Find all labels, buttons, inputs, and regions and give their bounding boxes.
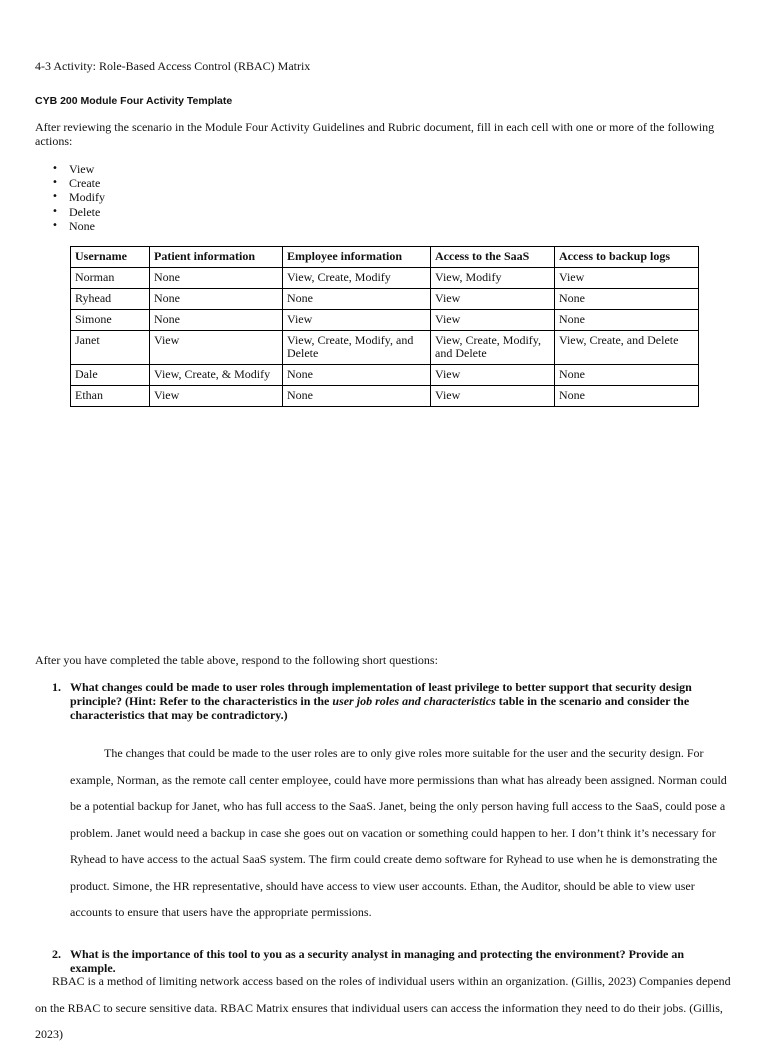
table-row: [71, 289, 699, 310]
table-cell: View: [431, 289, 555, 310]
table-cell: None: [283, 386, 431, 407]
table-cell: None: [283, 289, 431, 310]
column-header-employee-information: Employee information: [283, 247, 431, 268]
table-row: [71, 386, 699, 407]
table-cell: View: [283, 310, 431, 331]
table-cell: View: [150, 386, 283, 407]
list-item: • View: [52, 162, 105, 176]
table-cell: Ryhead: [71, 289, 150, 310]
table-cell: View: [431, 365, 555, 386]
template-heading: CYB 200 Module Four Activity Template: [35, 95, 233, 107]
intro-paragraph: After reviewing the scenario in the Module Four Activity Guidelines and Rubric document, fill in each cell with one or more of the following actions:: [35, 120, 715, 148]
table-cell: View, Create, and Delete: [555, 331, 699, 365]
table-cell: View, Create, Modify, and Delete: [283, 331, 431, 365]
table-cell: None: [555, 386, 699, 407]
table-cell: None: [150, 310, 283, 331]
list-item: • None: [52, 219, 105, 233]
answer-1-paragraph: The changes that could be made to the user roles are to only give roles more suitable for the user and the security design. For example, Norman, as the remote call center employee, could have more permissions than what has already been assigned. Norman could be a potential backup for Janet, who has full access to the SaaS. Janet, being the only person having full access to the SaaS, could pose a problem. Janet would need a backup in case she goes out on vacation or something could happen to her. I don’t think it’s necessary for Ryhead to have access to the actual SaaS system. The firm could create demo software for Ryhead to use when he is demonstrating the product. Simone, the HR representative, should have access to view user accounts. Ethan, the Auditor, should be able to view user accounts to ensure that users have the appropriate permissions.: [70, 746, 727, 919]
column-header-backup-logs: Access to backup logs: [555, 247, 699, 268]
list-item: • Delete: [52, 205, 105, 219]
table-cell: View: [150, 331, 283, 365]
table-header-row: [71, 247, 699, 268]
column-header-patient-information: Patient information: [150, 247, 283, 268]
table-cell: None: [555, 365, 699, 386]
list-item: • Modify: [52, 190, 105, 204]
table-cell: Norman: [71, 268, 150, 289]
question-1-text-start: What changes could be made to user roles through implementation of least privilege to better support that security design principle? (Hint: Refer to the characteristics in the: [70, 680, 692, 708]
questions-intro: After you have completed the table above, respond to the following short questions:: [35, 653, 438, 667]
question-2-text: What is the importance of this tool to you as a security analyst in managing and protecting the environment? Provide an example.: [70, 947, 685, 975]
table-cell: None: [555, 289, 699, 310]
table-row: [71, 268, 699, 289]
question-1-text: [70, 680, 730, 722]
table-cell: View, Modify: [431, 268, 555, 289]
column-header-saas-access: Access to the SaaS: [431, 247, 555, 268]
table-cell: None: [150, 289, 283, 310]
rbac-matrix-table: [70, 246, 699, 407]
table-row: [71, 310, 699, 331]
column-header-username: Username: [71, 247, 150, 268]
table-cell: View, Create, Modify, and Delete: [431, 331, 555, 365]
question-1-number: 1.: [52, 680, 61, 694]
table-cell: Simone: [71, 310, 150, 331]
question-1-emphasis: user job roles and characteristics: [332, 694, 496, 708]
table-cell: View: [555, 268, 699, 289]
table-row: [71, 331, 699, 365]
answer-2-paragraph: RBAC is a method of limiting network access based on the roles of individual users within an organization. (Gillis, 2023) Companies depend on the RBAC to secure sensitive data. RBAC Matrix ensures that individual users can access the information they need to do their jobs. (Gillis, 2023): [35, 974, 731, 1041]
table-cell: View, Create, Modify: [283, 268, 431, 289]
table-cell: Dale: [71, 365, 150, 386]
table-cell: Ethan: [71, 386, 150, 407]
list-item: • Create: [52, 176, 105, 190]
table-cell: None: [150, 268, 283, 289]
table-cell: None: [283, 365, 431, 386]
actions-list: [52, 162, 105, 233]
table-row: [71, 365, 699, 386]
table-cell: View, Create, & Modify: [150, 365, 283, 386]
table-cell: View: [431, 310, 555, 331]
question-1-text-end: table in the scenario and consider the characteristics that may be contradictory.): [70, 694, 690, 722]
document-title: 4-3 Activity: Role-Based Access Control (RBAC) Matrix: [35, 59, 311, 73]
question-2-number: 2.: [52, 947, 61, 961]
table-cell: Janet: [71, 331, 150, 365]
table-cell: None: [555, 310, 699, 331]
table-cell: View: [431, 386, 555, 407]
